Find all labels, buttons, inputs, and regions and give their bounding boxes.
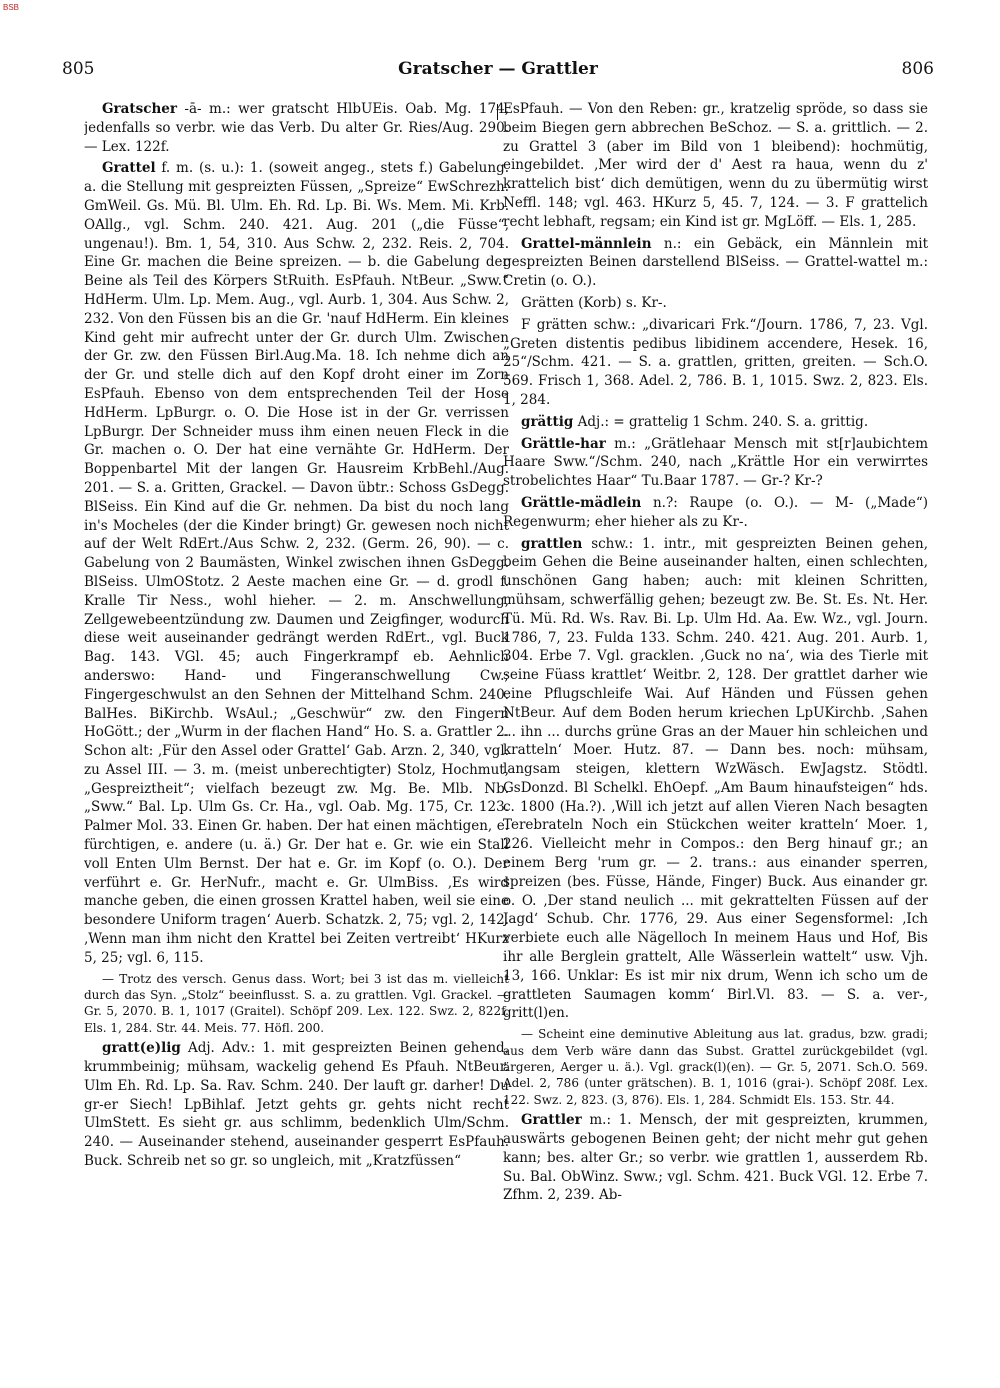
entry-text: n.: ein Gebäck, ein Männlein mit gespreizten Beinen darstellend BlSeiss. — Grattel-wattel m.: Cretin (o. O.). — [503, 235, 928, 290]
entry-lemma: gratt(e)lig — [102, 1040, 181, 1057]
entry-lemma: Gratscher — [102, 101, 177, 117]
entry-text: -ā- m.: wer gratscht HlbUEis. Oab. Mg. 174, jedenfalls so verbr. wie das Verb. Du alter Gr. Ries/Aug. 290. — Lex. 122f. — [84, 101, 509, 155]
entry-text: Adj.: = grattelig 1 Schm. 240. S. a. grittig. — [573, 413, 869, 430]
entry-text: Grätten (Korb) s. Kr-. — [521, 294, 667, 311]
library-stamp: BSB — [3, 3, 20, 12]
entry-text: schw.: 1. intr., mit gespreizten Beinen gehen, beim Gehen die Beine auseinander halten, einen schlechten, unschönen Gang haben; auch: mit kleinen Schritten, mühsam, schwerfällig gehen; bezeugt zw. Be. St. Es. Nt. Her. Tü. Mü. Rd. Ws. Rav. Bi. Lp. Ulm Hd. Aa. Ew. Wz., vgl. Journ. 1786, 7, 23. Fulda 133. Schm. 240. 421. Aug. 201. Aurb. 1, 304. Erbe 7. Vgl. gracklen. ‚Guck no na‘, wia des Tierle mit seine Füass krattlet‘ Weitbr. 2, 128. Der grattlet darher wie eine Pflugschleife Wai. Auf Händen und Füssen gehen NtBeur. Auf dem Boden herum kriechen LpUKirchb. ‚Sahen ... ihn ... durchs grüne Gras an der Mauer hin schleichen und kratteln‘ Moer. Hutz. 87. — Dann bes. noch: mühsam, langsam steigen, klettern WzWäsch. EwJagstz. Stödtl. GsDonzd. Bl Schelkl. EhOepf. „Am Baum hinaufsteigen“ hds. c. 1800 (Ha.?). ‚Will ich jetzt auf allen Vieren Nach besagten Terebrateln Noch ein Stückchen weiter kratteln‘ Moer. 1, 226. Vielleicht mehr in Compos.: den Berg hinauf gr.; an einem Berg 'rum gr. — 2. trans.: aus einander sperren, spreizen (bes. Füsse, Hände, Finger) Buck. Aus einander gr. o. O. ‚Der stand neulich ... mit gekrattelten Füssen auf der Jagd‘ Schub. Chr. 1776, 29. Aus einer Segensformel: ‚Ich verbiete euch alle Nägelloch In meinem Haus und Hof, Bis ihr alle Berglein grattelt, Alle Wässerlein wattelt“ usw. Vjh. 13, 166. Unklar: Es ist mir nix drum, Wenn ich scho um de grattleten Saumagen komm‘ Birl.Vl. 83. — S. a. ver-, gritt(l)en. — [503, 535, 928, 1022]
dictionary-entry — [503, 435, 928, 491]
entry-text: F grätten schw.: „divaricari Frk.“/Journ. 1786, 7, 23. Vgl. „Greten distentis pedibus libidinem accendere, Hesek. 16, 25“/Schm. 421. — S. a. grattlen, gritten, greiten. — Sch.O. 569. Frisch 1, 368. Adel. 2, 786. B. 1, 1015. Swz. 2, 823. Els. 1, 284. — [503, 316, 928, 408]
entry-lemma: Grättle-har — [521, 435, 606, 452]
dictionary-entry — [503, 1111, 928, 1205]
dictionary-entry — [503, 494, 928, 532]
entry-text: — Scheint eine deminutive Ableitung aus lat. gradus, bzw. gradi; aus dem Verb wäre dann das Subst. Grattel zurückgebildet (vgl. ärgeren, Aerger u. ä.). Vgl. grack(l)(en). — Gr. 5, 2071. Sch.O. 569. Adel. 2, 786 (unter grätschen). B. 1, 1016 (grai-). Schöpf 208f. Lex. 122. Swz. 2, 823. (3, 876). Els. 1, 284. Schmidt Els. 153. Str. 44. — [503, 1027, 928, 1107]
dictionary-entry — [503, 413, 928, 432]
entry-text: — Trotz des versch. Genus dass. Wort; bei 3 ist das m. vielleicht durch das Syn. „Stolz“ beeinflusst. S. a. zu grattlen. Vgl. Grackel. — Gr. 5, 2070. B. 1, 1017 (Graitel). Schöpf 209. Lex. 122. Swz. 2, 822f. Els. 1, 284. Str. 44. Meis. 77. Höfl. 200. — [84, 971, 509, 1035]
dictionary-entry — [503, 316, 928, 410]
entry-text: f. m. (s. u.): 1. (soweit angeg., stets f.) Gabelung. a. die Stellung mit gespreizten Füssen, „Spreize“ EwSchrezh. GmWeil. Gs. Mü. Bl. Ulm. Eh. Rd. Lp. Bi. Ws. Mem. Mi. Krb. OAllg., vgl. Schm. 240. 421. Aug. 201 („die Füsse“, ungenau!). Bm. 1, 54, 310. Aus Schw. 2, 232. Reis. 2, 704. Eine Gr. machen die Beine spreizen. — b. die Gabelung der Beine als Teil des Körpers StRuith. EsPfauh. NtBeur. „Sww.“ HdHerm. Ulm. Lp. Mem. Aug., vgl. Aurb. 1, 304. Aus Schw. 2, 232. Von den Füssen bis an die Gr. 'nauf HdHerm. Ein kleines Kind geht mir aufrecht unter der Gr. durch Ulm. Zwischen der Gr. zw. den Füssen Birl.Aug.Ma. 18. Ich nehme dich an der Gr. und stelle dich auf den Kopf droht einer im Zorn EsPfauh. Ebenso von dem entsprechenden Teil der Hose HdHerm. LpBurgr. o. O. Die Hose ist in der Gr. verrissen LpBurgr. Der Schneider muss ihm einen neuen Fleck in die Gr. machen o. O. Der hat eine vernähte Gr. HdHerm. Der Boppenbartel Mit der langen Gr. Hausreim KrbBehl./Aug. 201. — S. a. Gritten, Grackel. — Davon übtr.: Schoss GsDegg. BlSeiss. Ein Kind auf die Gr. nehmen. Da bist du noch lang in's Mocheles (der die Kinder bringt) Gr. gewesen noch nicht auf der Welt RdErt./Aus Schw. 2, 232. (Germ. 26, 90). — c. Gabelung von 2 Baumästen, Winkel zwischen ihnen GsDegg. BlSeiss. UlmOStotz. 2 Aeste machen eine Gr. — d. grodl f. Kralle Tir Ness., wohl hieher. — 2. m. Anschwellung, Zellgewebeentzündung zw. Daumen und Zeigfinger, wodurch diese weit auseinander gedrängt werden RdErt., vgl. Buck Bag. 143. VGl. 45; auch Fingerkrampf eb. Aehnlich anderswo: Hand- und Fingeranschwellung Cw.; Fingergeschwulst an den Sehnen der Mittelhand Schm. 240. BalHes. BiKirchb. WsAul.; „Geschwür“ zw. den Fingern HoGött.; der „Wurm in der flachen Hand“ Ho. S. a. Grattler 2. Schon alt: ‚Für den Assel oder Grattel‘ Gab. Arzn. 2, 340, vgl. zu Assel III. — 3. m. (meist unberechtigter) Stolz, Hochmut, „Gespreiztheit“; vielfach bezeugt zw. Mg. Be. Mlb. Nb. „Sww.“ Bal. Lp. Ulm Gs. Cr. Ha., vgl. Oab. Mg. 175, Cr. 123. Palmer Mol. 33. Einen Gr. haben. Der hat einen mächtigen, e. fürchtigen, e. andere (u. ä.) Gr. Der hat e. Gr. wie ein Stall voll Enten Ulm Bernst. Der hat e. Gr. im Kopf (o. O.). Der verführt e. Gr. HerNufr., macht e. Gr. UlmBiss. ‚Es wird manche geben, die einen grossen Krattel haben, weil sie eine besondere Uniform tragen‘ Auerb. Schatzk. 2, 75; vgl. 2, 142. ‚Wenn man ihm nicht den Krattel bei Zeiten vertreibt‘ HKurz 5, 25; vgl. 6, 115. — [84, 160, 509, 966]
dictionary-entry — [84, 159, 509, 967]
page-number-right: 806 — [901, 59, 934, 79]
right-column — [503, 100, 928, 1370]
entry-text: EsPfauh. — Von den Reben: gr., kratzelig spröde, so dass sie beim Biegen gern abbrechen BeSchoz. — S. a. grittlich. — 2. zu Grattel 3 (aber im Bild von 1 bleibend): hochmütig, eingebildet. ‚Mer wird der d' Aest ra haua, wenn du z' krattelich bist‘ dich demütigen, wenn du zu übermütig wirst Neffl. 148; vgl. 463. HKurz 5, 45. 7, 124. — 3. F grattelich recht lebhaft, regsam; ein Kind ist gr. MgLöff. — Els. 1, 285. — [503, 101, 928, 230]
dictionary-entry — [84, 1039, 509, 1171]
etymology-note — [84, 971, 509, 1037]
left-column — [84, 100, 509, 1370]
entry-text: m.: 1. Mensch, der mit gespreizten, krummen, auswärts gebogenen Beinen geht; der nicht mehr gut gehen kann; bes. alter Gr.; so verbr. wie grattlen 1, ausserdem Rb. Su. Bal. ObWinz. Sww.; vgl. Schm. 421. Buck VGl. 12. Erbe 7. Zfhm. 2, 239. Ab- — [503, 1112, 928, 1204]
etymology-note — [503, 1026, 928, 1108]
dictionary-entry — [503, 535, 928, 1024]
entry-lemma: Grattler — [521, 1112, 582, 1129]
entry-lemma: Grattel-männlein — [521, 235, 652, 252]
page-number-left: 805 — [62, 59, 95, 79]
dictionary-entry — [84, 100, 509, 156]
page-header — [62, 55, 934, 83]
running-head: Gratscher — Grattler — [398, 59, 598, 79]
dictionary-entry — [503, 294, 928, 313]
entry-lemma: grättig — [521, 413, 574, 430]
entry-text: n.?: Raupe (o. O.). — M- („Made“) Regenwurm; eher hieher als zu Kr-. — [503, 494, 928, 530]
dictionary-entry — [503, 235, 928, 291]
dictionary-entry — [503, 100, 928, 232]
entry-text: Adj. Adv.: 1. mit gespreizten Beinen gehend, krummbeinig; mühsam, wackelig gehend Es Pfauh. NtBeur. Ulm Eh. Rd. Lp. Sa. Rav. Schm. 240. Der lauft gr. darher! Du gr-er Siech! LpBihlaf. Jetzt gehts gr. gehts nicht recht UlmStett. Es sieht gr. aus schlimm, bedenklich Ulm/Schm. 240. — Auseinander stehend, auseinander gesperrt EsPfauh. Buck. Schreib net so gr. so ungleich, mit „Kratzfüssen“ — [84, 1040, 509, 1170]
entry-lemma: grattlen — [521, 535, 583, 552]
entry-lemma: Grättle-mädlein — [521, 494, 642, 511]
entry-lemma: Grattel — [102, 160, 156, 177]
entry-text: m.: „Grätlehaar Mensch mit st[r]aubichtem Haare Sww.“/Schm. 240, nach „Krättle Hor ein verwirrtes strobelichtes Haar“ Tu.Baar 1787. — Gr-? Kr-? — [503, 435, 928, 490]
